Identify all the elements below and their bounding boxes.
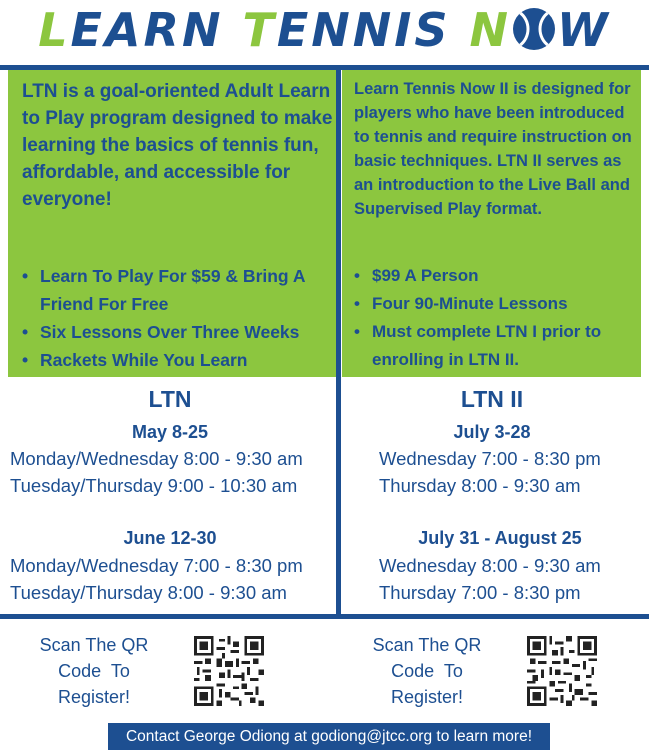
qr-code-icon[interactable] [194,636,264,706]
ltn-schedule-heading: LTN [148,386,192,412]
contact-banner[interactable]: Contact George Odiong at godiong@jtcc.org to learn more! [108,723,550,750]
title-letter-n: N [469,3,512,57]
ltn-intro-text: LTN is a goal-oriented Adult Learn to Play program designed to make learning the basics of tennis fun, affordable, and accessible for everyone! [22,81,333,210]
ltn-bullet-list [22,262,334,374]
scan-line: Register! [57,687,131,707]
ltn-session2-line2: Tuesday/Thursday 8:00 - 9:30 am [10,582,287,603]
ltn2-session2-dates: July 31 - August 25 [418,528,582,548]
scan-line: Code To [391,661,463,681]
ltn2-session1-dates: July 3-28 [453,422,531,442]
title-letter-t: T [242,3,277,57]
scan-line: Scan The QR [39,635,149,655]
list-item: • Learn To Play For $59 & Bring A Friend For Free [22,262,334,318]
footer-rule [0,614,649,619]
list-item: • $99 A Person [354,262,639,290]
ltn2-bullet-list [354,262,639,374]
scan-text-right [357,632,497,710]
ltn-session2-line1: Monday/Wednesday 7:00 - 8:30 pm [10,555,303,576]
ltn2-session1-line2: Thursday 8:00 - 9:30 am [379,475,581,496]
ltn2-session2-line1: Wednesday 8:00 - 9:30 am [379,555,601,576]
scan-line: Scan The QR [372,635,482,655]
list-item: • Six Lessons Over Three Weeks [22,318,334,346]
title-word-ennis: ENNIS [276,3,470,57]
list-item: • Rackets While You Learn [22,346,334,374]
ltn2-schedule-heading: LTN II [460,386,524,412]
list-item: • Four 90-Minute Lessons [354,290,639,318]
title-word-earn: EARN [70,3,243,57]
ltn2-session2-line2: Thursday 7:00 - 8:30 pm [379,582,581,603]
ltn2-intro-text: Learn Tennis Now II is designed for players who have been introduced to tennis and require instruction on basic techniques. LTN II serves as an introduction to the Live Ball and Supervised Play format. [354,80,632,218]
ltn-session2-dates: June 12-30 [123,528,217,548]
title-letter-l: L [38,3,71,57]
list-item: • Must complete LTN I prior to enrolling in LTN II. [354,318,639,374]
ltn-session1-dates: May 8-25 [131,422,209,442]
scan-text-left [24,632,164,710]
title-letter-w: W [557,3,611,57]
qr-code-icon[interactable] [527,636,597,706]
scan-line: Code To [58,661,130,681]
ltn-session1-line1: Monday/Wednesday 8:00 - 9:30 am [10,448,303,469]
ltn-session1-line2: Tuesday/Thursday 9:00 - 10:30 am [10,475,298,496]
page-title [0,2,649,58]
scan-line: Register! [390,687,464,707]
tennis-ball-icon [513,8,555,50]
ltn2-session1-line1: Wednesday 7:00 - 8:30 pm [379,448,601,469]
